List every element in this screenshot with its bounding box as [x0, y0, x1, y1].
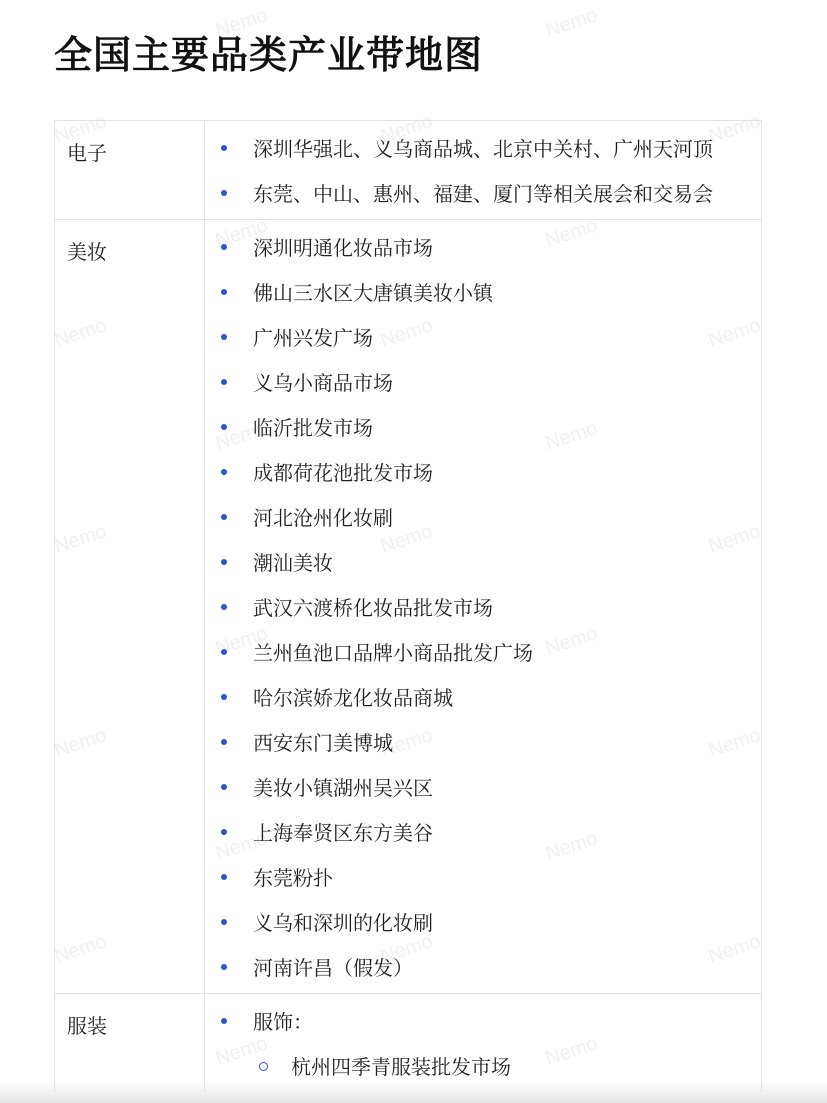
list-item — [205, 494, 761, 539]
list-item-text: 河南许昌（假发） — [253, 956, 413, 980]
table-row-apparel — [55, 994, 761, 1092]
list-item — [205, 584, 761, 629]
watermark: Nemo — [542, 417, 601, 455]
list-item — [205, 944, 761, 989]
watermark: Nemo — [212, 417, 271, 455]
bullet-dot-icon — [221, 559, 227, 565]
list-item-text: 广州兴发广场 — [253, 326, 373, 350]
watermark: Nemo — [212, 1032, 271, 1070]
list-item — [205, 269, 761, 314]
list-item-text: 西安东门美博城 — [253, 731, 393, 755]
watermark: Nemo — [51, 314, 110, 352]
bullet-dot-icon — [221, 874, 227, 880]
bullet-dot-icon — [221, 289, 227, 295]
watermark: Nemo — [212, 622, 271, 660]
list-item — [205, 809, 761, 854]
list-item — [205, 449, 761, 494]
bullet-dot-icon — [221, 694, 227, 700]
list-item — [205, 764, 761, 809]
list-item — [205, 719, 761, 764]
item-list — [205, 994, 761, 1092]
list-item — [205, 674, 761, 719]
watermark: Nemo — [542, 214, 601, 252]
list-item-text: 武汉六渡桥化妆品批发市场 — [253, 596, 493, 620]
list-item — [205, 404, 761, 449]
list-item — [205, 224, 761, 269]
watermark: Nemo — [51, 110, 110, 148]
list-item-text: 东莞粉扑 — [253, 866, 333, 890]
watermark: Nemo — [705, 520, 764, 558]
page-title: 全国主要品类产业带地图 — [54, 33, 484, 77]
bullet-dot-icon — [221, 244, 227, 250]
list-item — [205, 629, 761, 674]
bullet-circle-icon — [259, 1062, 268, 1071]
list-item — [205, 359, 761, 404]
list-item-text: 义乌小商品市场 — [253, 371, 393, 395]
category-cell: 电子 — [55, 121, 205, 219]
watermark: Nemo — [51, 724, 110, 762]
watermark: Nemo — [377, 520, 436, 558]
watermark: Nemo — [542, 622, 601, 660]
list-item-text: 深圳华强北、义乌商品城、北京中关村、广州天河顶 — [253, 137, 713, 161]
list-item — [205, 854, 761, 899]
item-list — [205, 121, 761, 219]
watermark: Nemo — [705, 930, 764, 968]
bullet-dot-icon — [221, 1018, 227, 1024]
bullet-dot-icon — [221, 964, 227, 970]
item-list — [205, 220, 761, 993]
list-item — [205, 899, 761, 944]
list-item-text: 兰州鱼池口品牌小商品批发广场 — [253, 641, 533, 665]
watermark: Nemo — [377, 314, 436, 352]
category-cell: 服装 — [55, 994, 205, 1092]
watermark: Nemo — [51, 520, 110, 558]
sub-list-item-text: 杭州四季青服装批发市场 — [291, 1055, 511, 1079]
list-item — [205, 170, 761, 215]
watermark: Nemo — [377, 110, 436, 148]
bullet-dot-icon — [221, 334, 227, 340]
watermark: Nemo — [377, 724, 436, 762]
bullet-dot-icon — [221, 145, 227, 151]
bullet-dot-icon — [221, 784, 227, 790]
list-item-text: 义乌和深圳的化妆刷 — [253, 911, 433, 935]
watermark: Nemo — [212, 827, 271, 865]
list-item-text: 服饰： — [253, 1010, 313, 1034]
bullet-dot-icon — [221, 649, 227, 655]
bullet-dot-icon — [221, 514, 227, 520]
watermark: Nemo — [212, 4, 271, 42]
list-item-text: 佛山三水区大唐镇美妆小镇 — [253, 281, 493, 305]
watermark: Nemo — [542, 4, 601, 42]
bullet-dot-icon — [221, 739, 227, 745]
table-row-electronics — [55, 121, 761, 220]
bullet-dot-icon — [221, 919, 227, 925]
list-item — [205, 539, 761, 584]
category-cell: 美妆 — [55, 220, 205, 993]
table-row-cosmetics — [55, 220, 761, 994]
bullet-dot-icon — [221, 829, 227, 835]
bullet-dot-icon — [221, 424, 227, 430]
list-item — [205, 998, 761, 1043]
watermark: Nemo — [705, 314, 764, 352]
watermark: Nemo — [212, 214, 271, 252]
industry-belt-table — [51, 120, 762, 1092]
watermark: Nemo — [705, 110, 764, 148]
list-item-text: 成都荷花池批发市场 — [253, 461, 433, 485]
watermark: Nemo — [51, 930, 110, 968]
list-item-text: 河北沧州化妆刷 — [253, 506, 393, 530]
watermark: Nemo — [542, 1032, 601, 1070]
list-item — [205, 125, 761, 170]
bullet-dot-icon — [221, 379, 227, 385]
list-item-text: 美妆小镇湖州吴兴区 — [253, 776, 433, 800]
bullet-dot-icon — [221, 469, 227, 475]
bullet-dot-icon — [221, 190, 227, 196]
list-item-text: 潮汕美妆 — [253, 551, 333, 575]
watermark: Nemo — [705, 724, 764, 762]
list-item-text: 临沂批发市场 — [253, 416, 373, 440]
list-item-text: 上海奉贤区东方美谷 — [253, 821, 433, 845]
list-item-text: 东莞、中山、惠州、福建、厦门等相关展会和交易会 — [253, 182, 713, 206]
list-item-text: 深圳明通化妆品市场 — [253, 236, 433, 260]
list-item — [205, 314, 761, 359]
bottom-fade — [0, 1081, 827, 1103]
list-item-text: 哈尔滨娇龙化妆品商城 — [253, 686, 453, 710]
watermark: Nemo — [542, 827, 601, 865]
watermark: Nemo — [377, 930, 436, 968]
bullet-dot-icon — [221, 604, 227, 610]
